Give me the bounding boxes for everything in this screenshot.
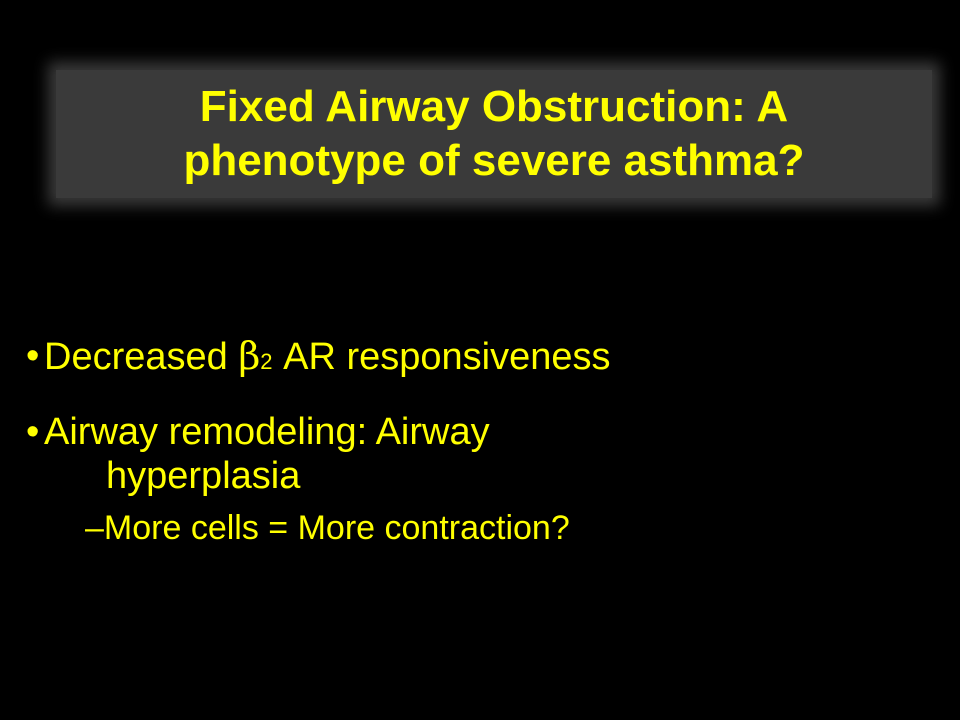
beta-subscript: 2: [260, 349, 273, 374]
bullet-item-1: [26, 334, 926, 384]
bullet-2-line-1: Airway remodeling: Airway: [44, 411, 490, 453]
title-box: [56, 70, 932, 198]
beta-symbol: β: [238, 334, 261, 378]
sub-bullet-marker: –: [85, 509, 104, 547]
bullet-marker: •: [26, 411, 40, 453]
bullet-text-1: [44, 336, 610, 378]
title-line-2: phenotype of severe asthma?: [183, 136, 805, 185]
slide-title: [183, 80, 804, 188]
bullet-2-line-2: hyperplasia: [106, 455, 301, 497]
sub-bullet-item: [26, 506, 926, 550]
slide-body: [26, 334, 926, 550]
bullet-1-post: AR responsiveness: [272, 336, 611, 378]
bullet-text-2: [44, 411, 926, 498]
bullet-item-2: [26, 410, 926, 498]
sub-bullet-text: More cells = More contraction?: [103, 509, 570, 547]
title-line-1: Fixed Airway Obstruction: A: [199, 82, 789, 131]
bullet-1-pre: Decreased: [44, 336, 239, 378]
bullet-marker: •: [26, 335, 40, 377]
